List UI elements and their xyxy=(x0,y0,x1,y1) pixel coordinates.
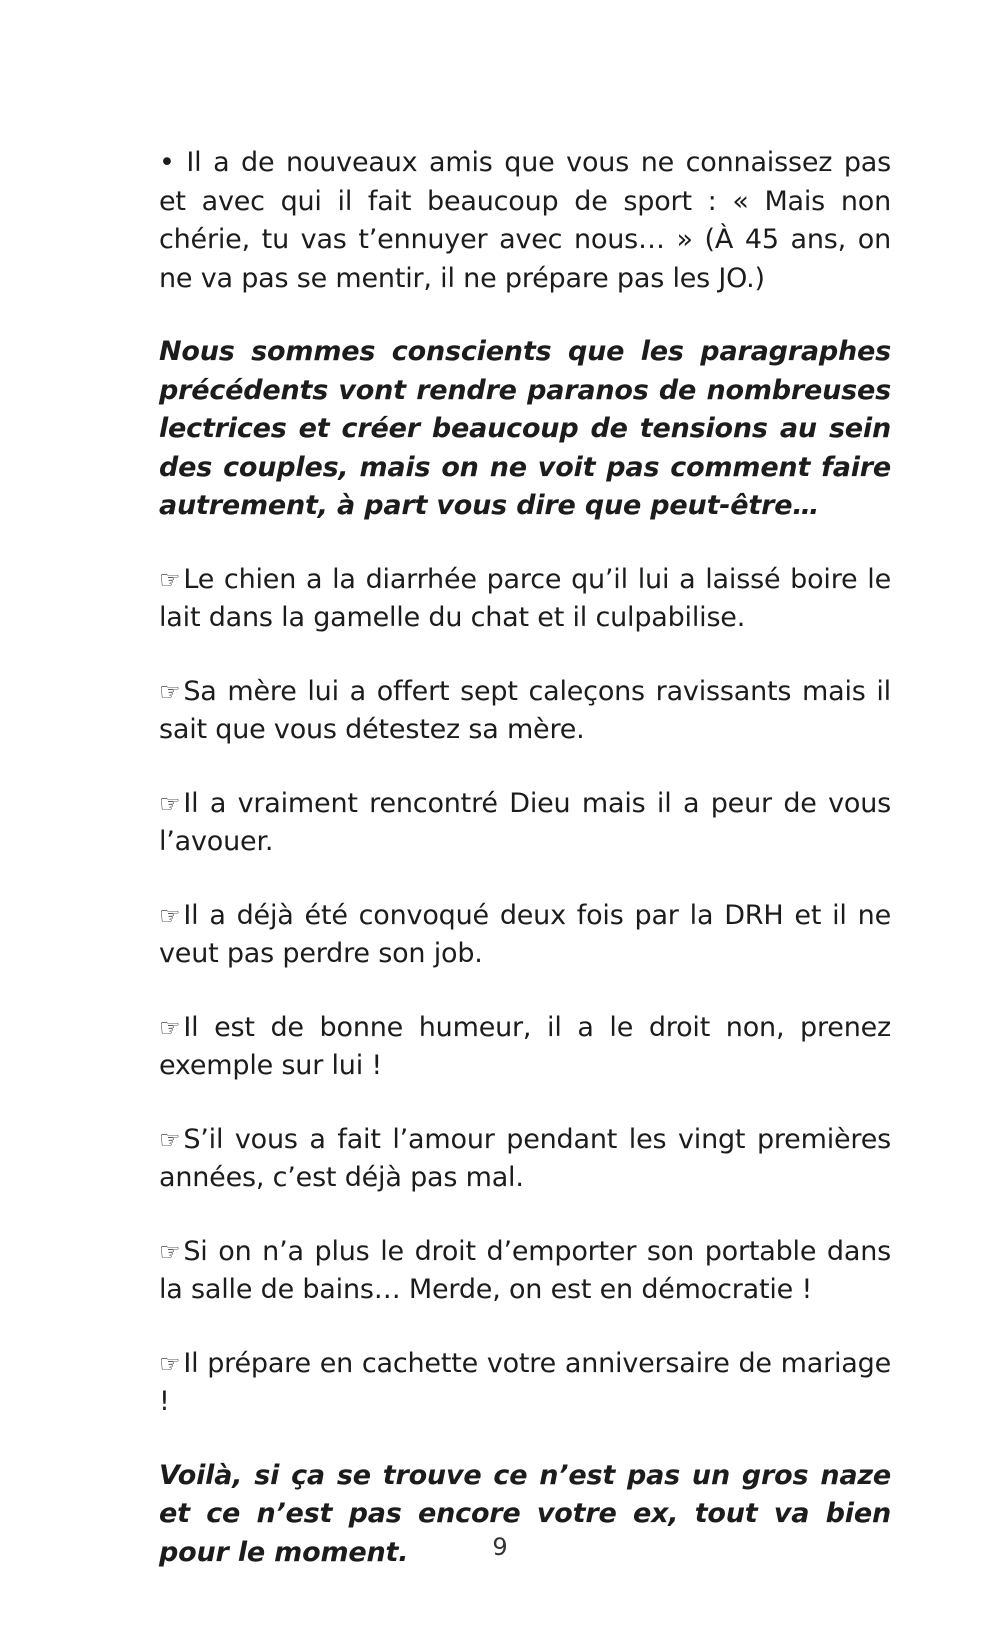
list-item xyxy=(159,1121,891,1198)
pointing-hand-icon: ☞ xyxy=(159,565,181,594)
list-item-text: Il a déjà été convoqué deux fois par la DRH et il ne veut pas perdre son job. xyxy=(159,899,891,969)
list-item xyxy=(159,1009,891,1086)
list-item-text: Il est de bonne humeur, il a le droit non, prenez exemple sur lui ! xyxy=(159,1011,891,1081)
list-item xyxy=(159,1233,891,1310)
page-body xyxy=(159,144,891,1572)
pointing-hand-icon: ☞ xyxy=(159,677,181,706)
bullet-text: Il a de nouveaux amis que vous ne connaissez pas et avec qui il fait beaucoup de sport : « Mais non chérie, tu vas t’ennuyer avec nous… » (À 45 ans, on ne va pas se mentir, il ne prépare pas les JO.) xyxy=(159,147,891,294)
pointing-hand-icon: ☞ xyxy=(159,1349,181,1378)
list-item xyxy=(159,1345,891,1422)
list-item-text: S’il vous a fait l’amour pendant les vingt premières années, c’est déjà pas mal. xyxy=(159,1123,891,1193)
pointing-hand-icon: ☞ xyxy=(159,1125,181,1154)
pointing-hand-icon: ☞ xyxy=(159,1237,181,1266)
list-item-text: Il prépare en cachette votre anniversaire de mariage ! xyxy=(159,1347,891,1417)
list-item xyxy=(159,673,891,750)
pointing-hand-icon: ☞ xyxy=(159,901,181,930)
bullet-paragraph xyxy=(159,144,891,298)
pointing-hand-icon: ☞ xyxy=(159,1013,181,1042)
italic-note-2: Voilà, si ça se trouve ce n’est pas un gros naze et ce n’est pas encore votre ex, tout va bien pour le moment. xyxy=(159,1459,891,1568)
list-item-text: Le chien a la diarrhée parce qu’il lui a laissé boire le lait dans la gamelle du chat et il culpabilise. xyxy=(159,563,891,633)
page-number: 9 xyxy=(492,1533,508,1561)
italic-note-1: Nous sommes conscients que les paragraphes précédents vont rendre paranos de nombreuses lectrices et créer beaucoup de tensions au sein des couples, mais on ne voit pas comment faire autrement, à part vous dire que peut-être… xyxy=(159,336,891,521)
bullet-icon: • xyxy=(159,147,175,178)
list-item xyxy=(159,561,891,638)
list-item-text: Il a vraiment rencontré Dieu mais il a peur de vous l’avouer. xyxy=(159,787,891,857)
list-item xyxy=(159,785,891,862)
list-item-text: Sa mère lui a offert sept caleçons ravissants mais il sait que vous détestez sa mère. xyxy=(159,675,891,745)
list-item xyxy=(159,897,891,974)
list-item-text: Si on n’a plus le droit d’emporter son portable dans la salle de bains… Merde, on est en démocratie ! xyxy=(159,1235,891,1305)
pointing-hand-icon: ☞ xyxy=(159,789,181,818)
